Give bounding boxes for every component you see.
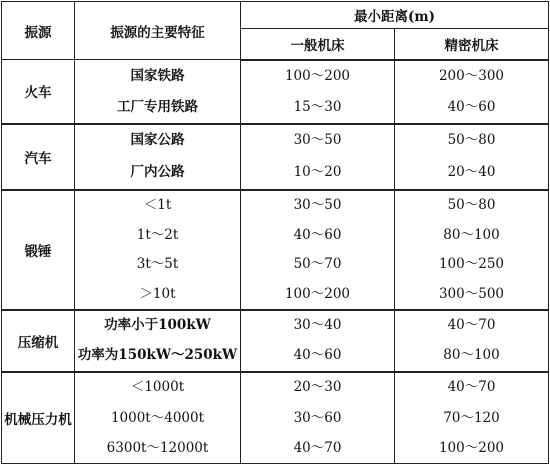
general-distance-value: 20～30 — [293, 379, 342, 396]
source-cell: 汽车 — [2, 124, 75, 190]
general-distance-value: 30～50 — [293, 132, 342, 149]
general-distance-cell — [241, 60, 395, 124]
general-distance-value: 10～20 — [293, 164, 342, 181]
general-distance-value: 40～60 — [293, 226, 342, 243]
precision-distance-value: 50～80 — [447, 132, 496, 149]
general-distance-cell — [241, 310, 395, 372]
precision-distance-value: 200～300 — [438, 67, 505, 84]
feature-item: ＞10t — [139, 285, 176, 302]
general-distance-value: 40～70 — [293, 439, 342, 456]
feature-item: 6300t～12000t — [106, 439, 209, 456]
vibration-distance-table — [1, 1, 549, 464]
feature-item: 工厂专用铁路 — [117, 98, 198, 115]
feature-cell — [75, 190, 241, 310]
precision-distance-cell — [395, 60, 549, 124]
precision-distance-value: 40～60 — [447, 98, 496, 115]
table-row-mechanical-press — [2, 372, 549, 464]
precision-distance-value: 100～250 — [438, 256, 505, 273]
header-precision-machine: 精密机床 — [395, 29, 549, 60]
precision-distance-value: 100～200 — [438, 439, 505, 456]
precision-distance-value: 80～100 — [443, 347, 500, 364]
precision-distance-value: 80～100 — [443, 226, 500, 243]
feature-cell — [75, 310, 241, 372]
precision-distance-value: 40～70 — [447, 379, 496, 396]
general-distance-value: 15～30 — [293, 98, 342, 115]
general-distance-cell — [241, 124, 395, 190]
feature-item: 1000t～4000t — [110, 409, 205, 426]
source-cell: 压缩机 — [2, 310, 75, 372]
precision-distance-value: 20～40 — [447, 164, 496, 181]
precision-distance-cell — [395, 310, 549, 372]
source-cell: 锻锤 — [2, 190, 75, 310]
general-distance-value: 100～200 — [284, 285, 351, 302]
source-cell: 火车 — [2, 60, 75, 124]
header-source: 振源 — [2, 2, 75, 60]
general-distance-value: 50～70 — [293, 256, 342, 273]
table-row-compressor — [2, 310, 549, 372]
table-row-forging-hammer — [2, 190, 549, 310]
feature-item: ＜1000t — [130, 379, 185, 396]
source-cell: 机械压力机 — [2, 372, 75, 464]
header-feature: 振源的主要特征 — [75, 2, 241, 60]
table-row-train — [2, 60, 549, 124]
feature-cell — [75, 124, 241, 190]
precision-distance-value: 70～120 — [443, 409, 500, 426]
precision-distance-value: 50～80 — [447, 197, 496, 214]
precision-distance-cell — [395, 372, 549, 464]
header-general-machine: 一般机床 — [241, 29, 395, 60]
general-distance-cell — [241, 190, 395, 310]
precision-distance-value: 300～500 — [438, 285, 505, 302]
header-min-distance: 最小距离(m) — [241, 2, 549, 29]
feature-item: 1t～2t — [136, 226, 179, 243]
feature-cell — [75, 372, 241, 464]
feature-item: ＜1t — [143, 197, 172, 214]
precision-distance-value: 40～70 — [447, 317, 496, 334]
feature-item: 国家铁路 — [130, 67, 185, 84]
general-distance-value: 30～50 — [293, 197, 342, 214]
feature-item: 功率为150kW～250kW — [77, 347, 238, 364]
feature-cell — [75, 60, 241, 124]
general-distance-value: 40～60 — [293, 347, 342, 364]
feature-item: 功率小于100kW — [104, 317, 211, 334]
feature-item: 国家公路 — [130, 132, 185, 149]
header-row-top — [2, 2, 549, 29]
precision-distance-cell — [395, 124, 549, 190]
feature-item: 3t～5t — [136, 256, 179, 273]
feature-item: 厂内公路 — [130, 164, 185, 181]
general-distance-value: 100～200 — [284, 67, 351, 84]
table-row-car — [2, 124, 549, 190]
general-distance-value: 30～60 — [293, 409, 342, 426]
general-distance-cell — [241, 372, 395, 464]
precision-distance-cell — [395, 190, 549, 310]
general-distance-value: 30～40 — [293, 317, 342, 334]
